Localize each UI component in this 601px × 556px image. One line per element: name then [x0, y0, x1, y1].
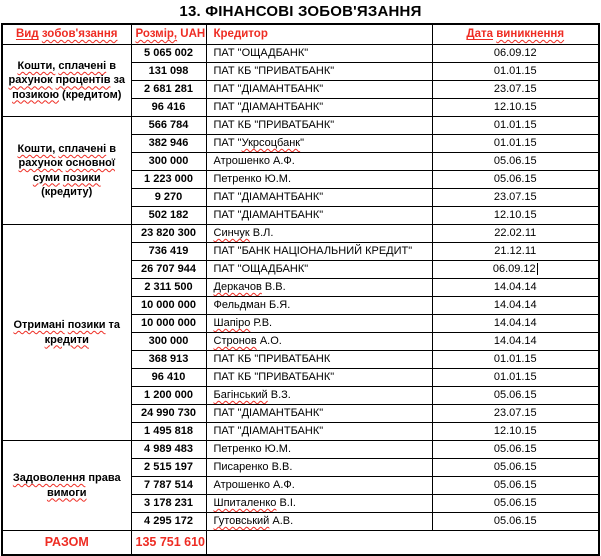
date-cell[interactable]: 01.01.15	[432, 369, 599, 387]
amount-cell[interactable]: 131 098	[131, 63, 206, 81]
amount-cell[interactable]: 1 200 000	[131, 387, 206, 405]
total-label[interactable]: РАЗОМ	[2, 531, 131, 556]
group-label-received-loans[interactable]: Отримані позики та кредити	[2, 225, 131, 441]
total-row	[2, 531, 599, 556]
amount-cell[interactable]: 96 410	[131, 369, 206, 387]
date-cell[interactable]: 06.09.12	[432, 45, 599, 63]
date-cell[interactable]: 14.04.14	[432, 279, 599, 297]
table-row	[2, 441, 599, 459]
group-label-interest-payments[interactable]: Кошти, сплачені в рахунок процентів за позикою (кредитом)	[2, 45, 131, 117]
amount-cell[interactable]: 2 515 197	[131, 459, 206, 477]
text-cursor	[537, 263, 538, 275]
amount-cell[interactable]: 382 946	[131, 135, 206, 153]
date-cell[interactable]: 12.10.15	[432, 423, 599, 441]
date-cell[interactable]: 21.12.11	[432, 243, 599, 261]
col-header-amount-uah: Розмір, UAH	[131, 24, 206, 45]
date-cell[interactable]: 01.01.15	[432, 63, 599, 81]
amount-cell[interactable]: 566 784	[131, 117, 206, 135]
table-row	[2, 225, 599, 243]
creditor-cell[interactable]: ПАТ "ДІАМАНТБАНК"	[206, 207, 432, 225]
page-title: 13. ФІНАНСОВІ ЗОБОВ'ЯЗАННЯ	[179, 3, 422, 20]
creditor-cell[interactable]: ПАТ "ДІАМАНТБАНК"	[206, 99, 432, 117]
creditor-cell[interactable]: ПАТ "ДІАМАНТБАНК"	[206, 81, 432, 99]
creditor-cell[interactable]: Атрошенко А.Ф.	[206, 153, 432, 171]
date-cell[interactable]: 05.06.15	[432, 477, 599, 495]
creditor-cell[interactable]: ПАТ "ОЩАДБАНК"	[206, 261, 432, 279]
date-cell[interactable]: 22.02.11	[432, 225, 599, 243]
creditor-cell[interactable]: ПАТ КБ "ПРИВАТБАНК	[206, 351, 432, 369]
group-label-claim-satisfaction[interactable]: Задоволення права вимоги	[2, 441, 131, 531]
date-cell[interactable]: 05.06.15	[432, 513, 599, 531]
creditor-cell[interactable]: ПАТ "Укрсоцбанк"	[206, 135, 432, 153]
date-cell[interactable]: 23.07.15	[432, 189, 599, 207]
col-header-obligation-type: Вид зобов'язання	[2, 24, 131, 45]
date-cell[interactable]: 14.04.14	[432, 333, 599, 351]
header-row	[2, 24, 599, 45]
creditor-cell[interactable]: Петренко Ю.М.	[206, 171, 432, 189]
creditor-cell[interactable]: Гутовський А.В.	[206, 513, 432, 531]
creditor-cell[interactable]: Синчук В.Л.	[206, 225, 432, 243]
amount-cell[interactable]: 4 989 483	[131, 441, 206, 459]
amount-cell[interactable]: 5 065 002	[131, 45, 206, 63]
creditor-cell[interactable]: ПАТ "БАНК НАЦІОНАЛЬНИЙ КРЕДИТ"	[206, 243, 432, 261]
creditor-cell[interactable]: Багінський В.З.	[206, 387, 432, 405]
creditor-cell[interactable]: Атрошенко А.Ф.	[206, 477, 432, 495]
date-cell[interactable]: 14.04.14	[432, 315, 599, 333]
date-cell[interactable]: 12.10.15	[432, 99, 599, 117]
amount-cell[interactable]: 2 681 281	[131, 81, 206, 99]
amount-cell[interactable]: 26 707 944	[131, 261, 206, 279]
amount-cell[interactable]: 23 820 300	[131, 225, 206, 243]
col-header-creditor: Кредитор	[206, 24, 432, 45]
date-cell[interactable]: 05.06.15	[432, 459, 599, 477]
date-cell[interactable]: 05.06.15	[432, 495, 599, 513]
total-amount[interactable]: 135 751 610	[131, 531, 206, 556]
amount-cell[interactable]: 736 419	[131, 243, 206, 261]
creditor-cell[interactable]: Деркачов В.В.	[206, 279, 432, 297]
amount-cell[interactable]: 96 416	[131, 99, 206, 117]
amount-cell[interactable]: 7 787 514	[131, 477, 206, 495]
amount-cell[interactable]: 24 990 730	[131, 405, 206, 423]
creditor-cell[interactable]: Писаренко В.В.	[206, 459, 432, 477]
creditor-cell[interactable]: Шапіро Р.В.	[206, 315, 432, 333]
amount-cell[interactable]: 300 000	[131, 333, 206, 351]
amount-cell[interactable]: 502 182	[131, 207, 206, 225]
creditor-cell[interactable]: Стронов А.О.	[206, 333, 432, 351]
date-cell[interactable]: 12.10.15	[432, 207, 599, 225]
amount-cell[interactable]: 2 311 500	[131, 279, 206, 297]
col-header-date: Дата виникнення	[432, 24, 599, 45]
table-row	[2, 45, 599, 63]
date-cell[interactable]: 05.06.15	[432, 387, 599, 405]
creditor-cell[interactable]: ПАТ "ДІАМАНТБАНК"	[206, 423, 432, 441]
amount-cell[interactable]: 10 000 000	[131, 297, 206, 315]
creditor-cell[interactable]: Петренко Ю.М.	[206, 441, 432, 459]
date-cell[interactable]: 05.06.15	[432, 153, 599, 171]
date-cell[interactable]: 14.04.14	[432, 297, 599, 315]
date-cell[interactable]	[432, 261, 599, 279]
financial-obligations-table	[1, 23, 600, 556]
table-row	[2, 117, 599, 135]
amount-cell[interactable]: 1 223 000	[131, 171, 206, 189]
amount-cell[interactable]: 9 270	[131, 189, 206, 207]
group-label-principal-payments[interactable]: Кошти, сплачені в рахунок основної суми позики (кредиту)	[2, 117, 131, 225]
date-cell[interactable]: 05.06.15	[432, 441, 599, 459]
creditor-cell[interactable]: ПАТ КБ "ПРИВАТБАНК"	[206, 369, 432, 387]
creditor-cell[interactable]: ПАТ КБ "ПРИВАТБАНК"	[206, 63, 432, 81]
amount-cell[interactable]: 368 913	[131, 351, 206, 369]
amount-cell[interactable]: 300 000	[131, 153, 206, 171]
date-cell[interactable]: 01.01.15	[432, 351, 599, 369]
date-cell[interactable]: 05.06.15	[432, 171, 599, 189]
total-empty-cell[interactable]	[206, 531, 599, 556]
creditor-cell[interactable]: ПАТ "ОЩАДБАНК"	[206, 45, 432, 63]
amount-cell[interactable]: 1 495 818	[131, 423, 206, 441]
creditor-cell[interactable]: ПАТ КБ "ПРИВАТБАНК"	[206, 117, 432, 135]
creditor-cell[interactable]: ПАТ "ДІАМАНТБАНК"	[206, 189, 432, 207]
creditor-cell[interactable]: ПАТ "ДІАМАНТБАНК"	[206, 405, 432, 423]
date-cell[interactable]: 01.01.15	[432, 117, 599, 135]
date-cell[interactable]: 01.01.15	[432, 135, 599, 153]
date-cell[interactable]: 23.07.15	[432, 405, 599, 423]
amount-cell[interactable]: 3 178 231	[131, 495, 206, 513]
creditor-cell[interactable]: Шпиталенко В.І.	[206, 495, 432, 513]
date-cell[interactable]: 23.07.15	[432, 81, 599, 99]
date-text: 06.09.12	[492, 263, 536, 276]
creditor-cell[interactable]: Фельдман Б.Я.	[206, 297, 432, 315]
amount-cell[interactable]: 4 295 172	[131, 513, 206, 531]
amount-cell[interactable]: 10 000 000	[131, 315, 206, 333]
